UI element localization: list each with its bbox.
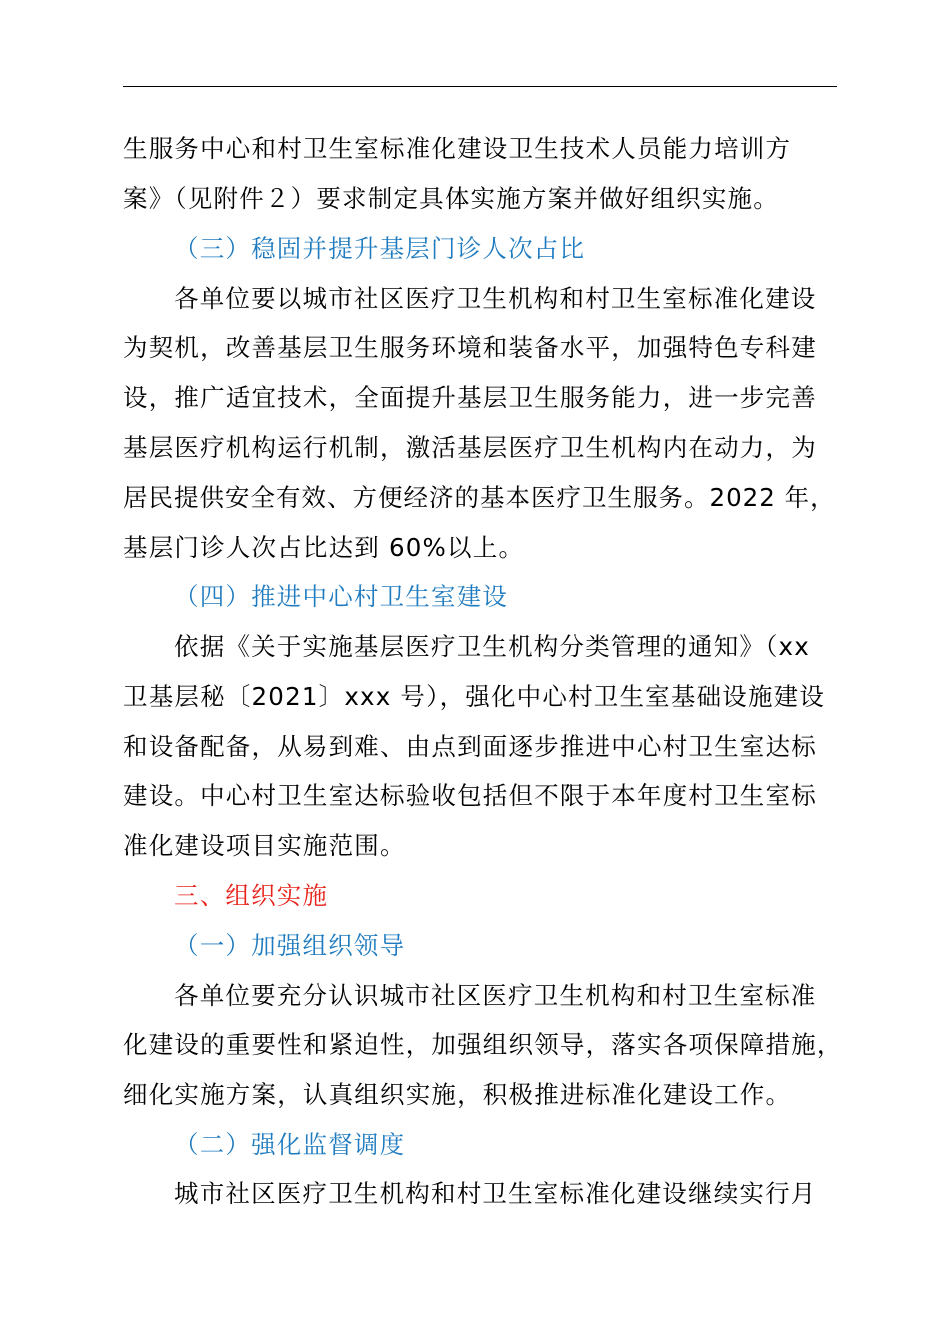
body-line: 为契机，改善基层卫生服务环境和装备水平，加强特色专科建 [123, 333, 817, 362]
header-rule [123, 86, 837, 87]
body-line: 各单位要以城市社区医疗卫生机构和村卫生室标准化建设 [174, 284, 817, 313]
body-line: 基层门诊人次占比达到 60%以上。 [123, 533, 525, 562]
section-heading: 三、组织实施 [174, 881, 329, 910]
body-line: 生服务中心和村卫生室标准化建设卫生技术人员能力培训方 [123, 134, 792, 163]
body-line: 建设。中心村卫生室达标验收包括但不限于本年度村卫生室标 [123, 781, 817, 810]
body-line: 居民提供安全有效、方便经济的基本医疗卫生服务。2022 年， [123, 483, 836, 512]
body-line: 卫基层秘〔2021〕xxx 号），强化中心村卫生室基础设施建设 [123, 682, 826, 711]
body-line: 各单位要充分认识城市社区医疗卫生机构和村卫生室标准 [174, 981, 817, 1010]
body-line: 基层医疗机构运行机制，激活基层医疗卫生机构内在动力，为 [123, 433, 817, 462]
body-line: 化建设的重要性和紧迫性，加强组织领导，落实各项保障措施， [123, 1030, 843, 1059]
body-line: 准化建设项目实施范围。 [123, 831, 406, 860]
body-line: 案》（见附件２）要求制定具体实施方案并做好组织实施。 [123, 184, 779, 213]
body-line: 依据《关于实施基层医疗卫生机构分类管理的通知》（xx [174, 632, 810, 661]
body-line: 设，推广适宜技术，全面提升基层卫生服务能力，进一步完善 [123, 383, 817, 412]
body-line: 细化实施方案，认真组织实施，积极推进标准化建设工作。 [123, 1080, 792, 1109]
subheading-4: （四）推进中心村卫生室建设 [174, 582, 509, 611]
body-line: 城市社区医疗卫生机构和村卫生室标准化建设继续实行月 [174, 1179, 817, 1208]
body-line: 和设备配备，从易到难、由点到面逐步推进中心村卫生室达标 [123, 732, 817, 761]
subheading-3: （三）稳固并提升基层门诊人次占比 [174, 234, 586, 263]
subheading-2: （二）强化监督调度 [174, 1130, 406, 1159]
subheading-1: （一）加强组织领导 [174, 931, 406, 960]
